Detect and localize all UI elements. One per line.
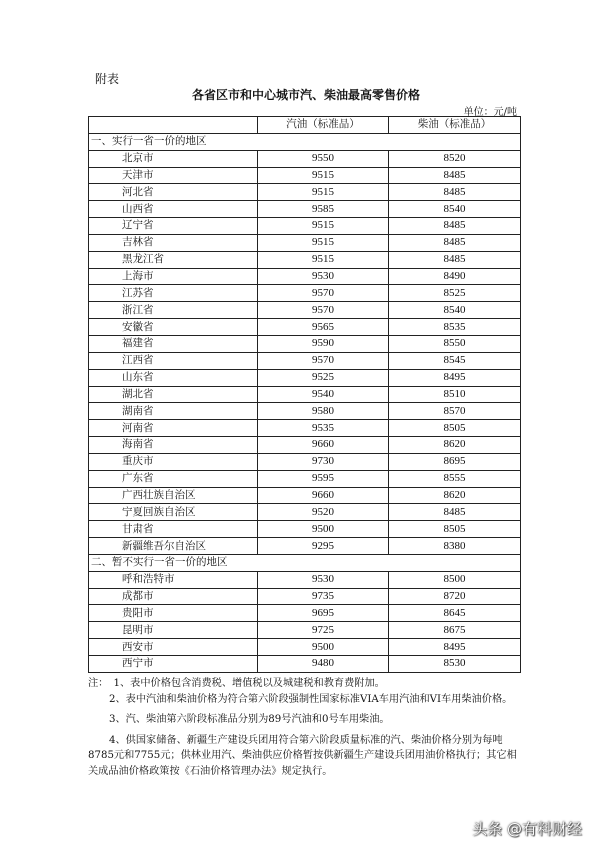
diesel-price: 8620	[389, 437, 521, 454]
table-row	[89, 605, 521, 622]
gasoline-price: 9500	[258, 521, 389, 538]
table-row	[89, 251, 521, 268]
diesel-price: 8485	[389, 184, 521, 201]
diesel-price: 8380	[389, 538, 521, 555]
region-name: 新疆维吾尔自治区	[89, 538, 258, 555]
header-region	[89, 117, 258, 134]
table-row	[89, 285, 521, 302]
table-row	[89, 487, 521, 504]
region-name: 福建省	[89, 335, 258, 352]
table-row	[89, 218, 521, 235]
diesel-price: 8505	[389, 420, 521, 437]
table-row	[89, 639, 521, 656]
table-row	[89, 403, 521, 420]
gasoline-price: 9550	[258, 150, 389, 167]
gasoline-price: 9500	[258, 639, 389, 656]
table-row	[89, 420, 521, 437]
table-row	[89, 521, 521, 538]
table-row	[89, 201, 521, 218]
diesel-price: 8525	[389, 285, 521, 302]
gasoline-price: 9530	[258, 268, 389, 285]
appendix-label: 附表	[95, 72, 120, 86]
diesel-price: 8550	[389, 335, 521, 352]
region-name: 吉林省	[89, 234, 258, 251]
diesel-price: 8520	[389, 150, 521, 167]
gasoline-price: 9695	[258, 605, 389, 622]
region-name: 河南省	[89, 420, 258, 437]
table-row	[89, 622, 521, 639]
table-row	[89, 234, 521, 251]
diesel-price: 8675	[389, 622, 521, 639]
table-row	[89, 656, 521, 673]
unit-label: 单位：元/吨	[463, 107, 517, 118]
gasoline-price: 9590	[258, 335, 389, 352]
table-row	[89, 150, 521, 167]
gasoline-price: 9580	[258, 403, 389, 420]
diesel-price: 8500	[389, 571, 521, 588]
gasoline-price: 9570	[258, 285, 389, 302]
region-name: 山东省	[89, 369, 258, 386]
region-name: 山西省	[89, 201, 258, 218]
gasoline-price: 9525	[258, 369, 389, 386]
region-name: 呼和浩特市	[89, 571, 258, 588]
gasoline-price: 9535	[258, 420, 389, 437]
diesel-price: 8490	[389, 268, 521, 285]
diesel-price: 8505	[389, 521, 521, 538]
region-name: 浙江省	[89, 302, 258, 319]
gasoline-price: 9570	[258, 302, 389, 319]
diesel-price: 8495	[389, 369, 521, 386]
region-name: 辽宁省	[89, 218, 258, 235]
gasoline-price: 9515	[258, 218, 389, 235]
region-name: 上海市	[89, 268, 258, 285]
diesel-price: 8485	[389, 218, 521, 235]
diesel-price: 8540	[389, 302, 521, 319]
region-name: 天津市	[89, 167, 258, 184]
gasoline-price: 9515	[258, 184, 389, 201]
table-row	[89, 302, 521, 319]
region-name: 广东省	[89, 470, 258, 487]
section-row	[89, 133, 521, 150]
gasoline-price: 9520	[258, 504, 389, 521]
gasoline-price: 9660	[258, 487, 389, 504]
region-name: 江苏省	[89, 285, 258, 302]
table-row	[89, 184, 521, 201]
notes	[88, 676, 522, 779]
diesel-price: 8495	[389, 639, 521, 656]
gasoline-price: 9565	[258, 319, 389, 336]
diesel-price: 8645	[389, 605, 521, 622]
table-row	[89, 538, 521, 555]
table-row	[89, 386, 521, 403]
gasoline-price: 9735	[258, 588, 389, 605]
diesel-price: 8570	[389, 403, 521, 420]
table-row	[89, 588, 521, 605]
region-name: 重庆市	[89, 453, 258, 470]
diesel-price: 8620	[389, 487, 521, 504]
gasoline-price: 9515	[258, 234, 389, 251]
diesel-price: 8535	[389, 319, 521, 336]
diesel-price: 8540	[389, 201, 521, 218]
table-row	[89, 571, 521, 588]
header-gasoline: 汽油（标准品）	[258, 117, 389, 134]
header-diesel: 柴油（标准品）	[389, 117, 521, 134]
region-name: 安徽省	[89, 319, 258, 336]
region-name: 西宁市	[89, 656, 258, 673]
note-4: 4、供国家储备、新疆生产建设兵团用符合第六阶段质量标准的汽、柴油价格分别为每吨8785元和7755元；供林业用汽、柴油供应价格暂按供新疆生产建设兵团用油价格执行；其它相关成品油价格政策按《石油价格管理办法》规定执行。	[88, 734, 517, 777]
table-row	[89, 319, 521, 336]
region-name: 湖北省	[89, 386, 258, 403]
gasoline-price: 9530	[258, 571, 389, 588]
region-name: 河北省	[89, 184, 258, 201]
gasoline-price: 9585	[258, 201, 389, 218]
table-row	[89, 352, 521, 369]
diesel-price: 8530	[389, 656, 521, 673]
page-title: 各省区市和中心城市汽、柴油最高零售价格	[191, 88, 420, 102]
gasoline-price: 9515	[258, 251, 389, 268]
region-name: 西安市	[89, 639, 258, 656]
section-row	[89, 554, 521, 571]
region-name: 黑龙江省	[89, 251, 258, 268]
gasoline-price: 9725	[258, 622, 389, 639]
gasoline-price: 9540	[258, 386, 389, 403]
diesel-price: 8510	[389, 386, 521, 403]
table-row	[89, 470, 521, 487]
diesel-price: 8485	[389, 251, 521, 268]
region-name: 甘肃省	[89, 521, 258, 538]
region-name: 成都市	[89, 588, 258, 605]
diesel-price: 8545	[389, 352, 521, 369]
gasoline-price: 9570	[258, 352, 389, 369]
region-name: 北京市	[89, 150, 258, 167]
table-row	[89, 369, 521, 386]
gasoline-price: 9660	[258, 437, 389, 454]
gasoline-price: 9480	[258, 656, 389, 673]
region-name: 海南省	[89, 437, 258, 454]
table-row	[89, 453, 521, 470]
table-header-row	[89, 117, 521, 134]
gasoline-price: 9295	[258, 538, 389, 555]
diesel-price: 8485	[389, 234, 521, 251]
table-row	[89, 167, 521, 184]
note-2: 2、表中汽油和柴油价格为符合第六阶段强制性国家标准VIA车用汽油和VI车用柴油价格。	[109, 693, 513, 705]
diesel-price: 8555	[389, 470, 521, 487]
region-name: 江西省	[89, 352, 258, 369]
diesel-price: 8485	[389, 504, 521, 521]
table-row	[89, 437, 521, 454]
section-title: 二、暂不实行一省一价的地区	[89, 554, 521, 571]
section-title: 一、实行一省一价的地区	[89, 133, 521, 150]
region-name: 宁夏回族自治区	[89, 504, 258, 521]
note-1: 注： 1、表中价格包含消费税、增值税以及城建税和教育费附加。	[88, 678, 385, 689]
gasoline-price: 9595	[258, 470, 389, 487]
region-name: 昆明市	[89, 622, 258, 639]
diesel-price: 8695	[389, 453, 521, 470]
note-3: 3、汽、柴油第六阶段标准品分别为89号汽油和0号车用柴油。	[109, 714, 390, 725]
region-name: 湖南省	[89, 403, 258, 420]
gasoline-price: 9730	[258, 453, 389, 470]
diesel-price: 8485	[389, 167, 521, 184]
table-row	[89, 335, 521, 352]
table-row	[89, 504, 521, 521]
price-table	[88, 116, 521, 673]
watermark: 头条 @有料财经	[472, 820, 582, 838]
gasoline-price: 9515	[258, 167, 389, 184]
diesel-price: 8720	[389, 588, 521, 605]
table-row	[89, 268, 521, 285]
region-name: 贵阳市	[89, 605, 258, 622]
region-name: 广西壮族自治区	[89, 487, 258, 504]
